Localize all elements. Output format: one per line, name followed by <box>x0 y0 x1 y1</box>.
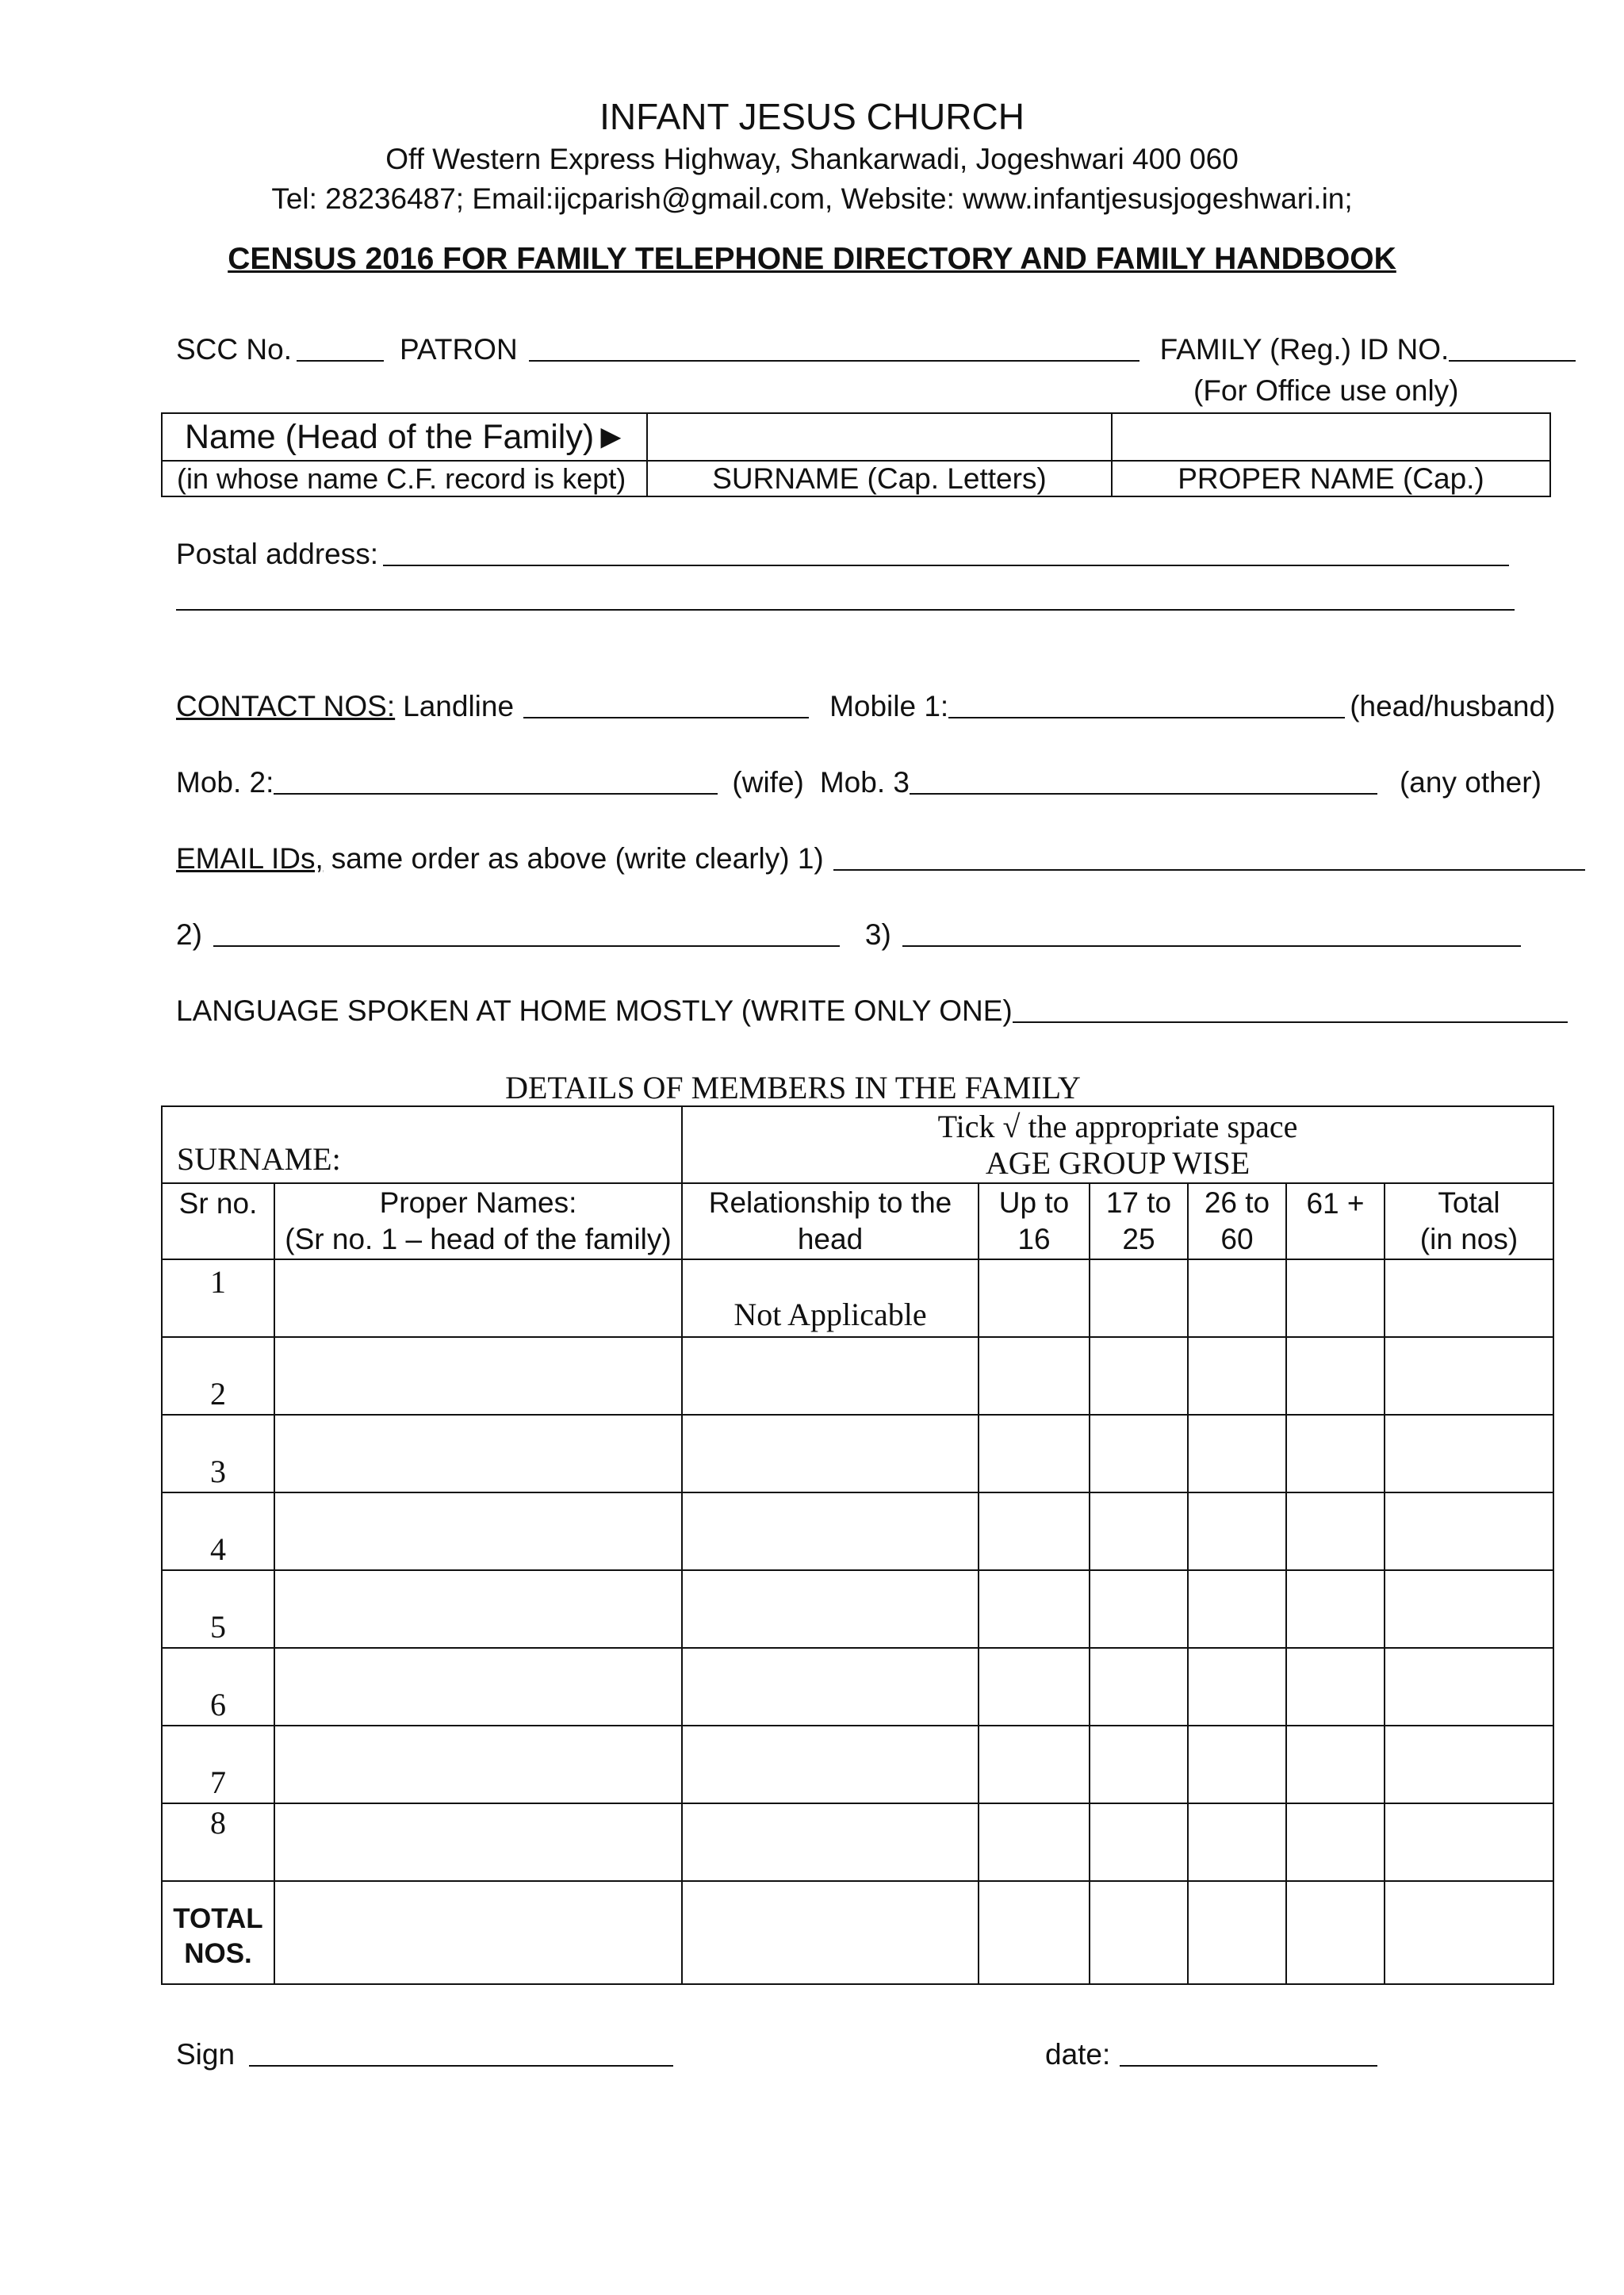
total-total-cell[interactable] <box>1385 1881 1553 1984</box>
mobile1-note: (head/husband) <box>1350 690 1556 722</box>
mob2-input[interactable] <box>274 793 718 795</box>
mobile1-label: Mobile 1: <box>829 690 949 722</box>
landline-label: Landline <box>403 690 515 722</box>
age-61-plus-cell[interactable] <box>1286 1492 1385 1570</box>
col-proper-names-line1: Proper Names: <box>379 1186 577 1219</box>
age-61-plus-cell[interactable] <box>1286 1803 1385 1881</box>
mobile1-input[interactable] <box>948 717 1345 718</box>
total-cell[interactable] <box>1385 1570 1553 1648</box>
col-age1-line1: Up to <box>998 1186 1070 1219</box>
age-17-25-cell[interactable] <box>1090 1492 1188 1570</box>
total-row <box>162 1881 1553 1984</box>
total-age-26-60-cell[interactable] <box>1188 1881 1286 1984</box>
age-61-plus-cell[interactable] <box>1286 1570 1385 1648</box>
mob2-label: Mob. 2: <box>176 766 274 799</box>
age-up-to-16-cell[interactable] <box>979 1648 1090 1726</box>
proper-name-cell[interactable] <box>274 1492 682 1570</box>
proper-name-cell[interactable] <box>274 1337 682 1415</box>
age-26-60-cell[interactable] <box>1188 1648 1286 1726</box>
total-age-17-25-cell[interactable] <box>1090 1881 1188 1984</box>
landline-input[interactable] <box>523 717 809 718</box>
head-name-label-cell <box>162 413 647 461</box>
proper-name-cell[interactable] <box>274 1259 682 1337</box>
col-age-17-25 <box>1090 1183 1188 1259</box>
col-total-line2: (in nos) <box>1419 1223 1519 1255</box>
col-relationship <box>682 1183 979 1259</box>
age-61-plus-cell[interactable] <box>1286 1337 1385 1415</box>
age-26-60-cell[interactable] <box>1188 1259 1286 1337</box>
sign-row <box>176 2038 678 2071</box>
total-cell[interactable] <box>1385 1803 1553 1881</box>
age-61-plus-cell[interactable] <box>1286 1726 1385 1803</box>
contact-row <box>176 690 1555 723</box>
col-proper-names-line2: (Sr no. 1 – head of the family) <box>285 1223 672 1255</box>
mobile-row <box>176 766 1542 799</box>
age-up-to-16-cell[interactable] <box>979 1259 1090 1337</box>
language-label: LANGUAGE SPOKEN AT HOME MOSTLY (WRITE ONLY ONE) <box>176 994 1013 1027</box>
email3-label: 3) <box>864 918 891 951</box>
church-contact: Tel: 28236487; Email:ijcparish@gmail.com, Website: www.infantjesusjogeshwari.in; <box>271 182 1353 215</box>
scc-row <box>176 333 1580 366</box>
col-age2-line2: 25 <box>1122 1223 1155 1255</box>
total-relationship-cell[interactable] <box>682 1881 979 1984</box>
row-number: 2 <box>162 1337 274 1415</box>
mob3-input[interactable] <box>910 793 1377 795</box>
email-note: same order as above (write clearly) 1) <box>331 842 824 875</box>
postal-input-1[interactable] <box>383 565 1509 566</box>
email-label: EMAIL IDs, <box>176 842 324 875</box>
surname-label: SURNAME (Cap. Letters) <box>647 461 1112 496</box>
postal-label: Postal address: <box>176 538 379 570</box>
total-cell[interactable] <box>1385 1492 1553 1570</box>
total-cell[interactable] <box>1385 1726 1553 1803</box>
church-address: Off Western Express Highway, Shankarwadi, Jogeshwari 400 060 <box>385 143 1239 175</box>
col-total-line1: Total <box>1438 1186 1500 1219</box>
head-note: (in whose name C.F. record is kept) <box>162 461 647 496</box>
surname-input[interactable] <box>647 413 1112 461</box>
office-note: (For Office use only) <box>1193 374 1459 407</box>
age-group-header <box>682 1106 1553 1183</box>
total-cell[interactable] <box>1385 1337 1553 1415</box>
table-row <box>162 1648 1553 1726</box>
church-name: INFANT JESUS CHURCH <box>599 96 1025 137</box>
age-26-60-cell[interactable] <box>1188 1415 1286 1492</box>
sign-input[interactable] <box>249 2065 673 2067</box>
col-relationship-line2: head <box>797 1223 864 1255</box>
relationship-cell[interactable] <box>682 1415 979 1492</box>
email2-label: 2) <box>176 918 202 951</box>
age-17-25-cell[interactable] <box>1090 1337 1188 1415</box>
proper-name-cell[interactable] <box>274 1648 682 1726</box>
row-number: 8 <box>162 1803 274 1881</box>
patron-label: PATRON <box>399 333 518 366</box>
members-table <box>161 1105 1554 1985</box>
email2-input[interactable] <box>213 945 840 947</box>
relationship-cell[interactable] <box>682 1570 979 1648</box>
family-id-input[interactable] <box>1449 360 1576 362</box>
row-number: 5 <box>162 1570 274 1648</box>
col-age2-line1: 17 to <box>1105 1186 1172 1219</box>
age-17-25-cell[interactable] <box>1090 1415 1188 1492</box>
total-nos-label <box>162 1881 274 1984</box>
arrow-icon: ► <box>594 417 628 456</box>
total-cell[interactable] <box>1385 1415 1553 1492</box>
contact-label: CONTACT NOS: <box>176 690 396 722</box>
members-title: DETAILS OF MEMBERS IN THE FAMILY <box>505 1070 1081 1105</box>
total-age-61-plus-cell[interactable] <box>1286 1881 1385 1984</box>
email-row <box>176 842 1590 875</box>
mob3-note: (any other) <box>1399 766 1542 799</box>
proper-name-cell[interactable] <box>274 1726 682 1803</box>
relationship-cell[interactable] <box>682 1492 979 1570</box>
mob3-label: Mob. 3 <box>819 766 910 799</box>
language-input[interactable] <box>1013 1021 1568 1023</box>
postal-row-2 <box>176 614 1519 615</box>
head-name-table <box>161 412 1551 497</box>
col-age-26-60 <box>1188 1183 1286 1259</box>
total-cell[interactable] <box>1385 1259 1553 1337</box>
age-group-label: AGE GROUP WISE <box>985 1144 1251 1181</box>
age-17-25-cell[interactable] <box>1090 1648 1188 1726</box>
age-61-plus-cell[interactable] <box>1286 1648 1385 1726</box>
age-26-60-cell[interactable] <box>1188 1726 1286 1803</box>
row-number: 7 <box>162 1726 274 1803</box>
col-age3-line1: 26 to <box>1204 1186 1270 1219</box>
table-row <box>162 1726 1553 1803</box>
email3-input[interactable] <box>902 945 1521 947</box>
relationship-cell[interactable] <box>682 1726 979 1803</box>
age-up-to-16-cell[interactable] <box>979 1570 1090 1648</box>
head-name-label: Name (Head of the Family) <box>185 417 595 456</box>
row-number: 3 <box>162 1415 274 1492</box>
age-17-25-cell[interactable] <box>1090 1803 1188 1881</box>
age-17-25-cell[interactable] <box>1090 1726 1188 1803</box>
date-row <box>1045 2038 1382 2071</box>
table-row <box>162 1415 1553 1492</box>
postal-row <box>176 538 1514 571</box>
language-row <box>176 994 1572 1028</box>
age-up-to-16-cell[interactable] <box>979 1726 1090 1803</box>
row-number: 6 <box>162 1648 274 1726</box>
total-proper-name-cell[interactable] <box>274 1881 682 1984</box>
col-relationship-line1: Relationship to the <box>708 1186 952 1219</box>
table-row <box>162 1492 1553 1570</box>
date-label: date: <box>1045 2038 1111 2071</box>
total-cell[interactable] <box>1385 1648 1553 1726</box>
proper-name-cell[interactable] <box>274 1570 682 1648</box>
postal-input-2[interactable] <box>176 609 1515 611</box>
row-number: 4 <box>162 1492 274 1570</box>
proper-name-cell[interactable] <box>274 1803 682 1881</box>
scc-input[interactable] <box>297 360 384 362</box>
col-total <box>1385 1183 1553 1259</box>
age-26-60-cell[interactable] <box>1188 1337 1286 1415</box>
relationship-cell[interactable] <box>682 1803 979 1881</box>
age-17-25-cell[interactable] <box>1090 1259 1188 1337</box>
total-age-up-to-16-cell[interactable] <box>979 1881 1090 1984</box>
col-age-up-to-16 <box>979 1183 1090 1259</box>
email-row-2 <box>176 918 1526 952</box>
col-age1-line2: 16 <box>1017 1223 1051 1255</box>
col-age3-line2: 60 <box>1220 1223 1254 1255</box>
tick-note: Tick √ the appropriate space <box>937 1108 1298 1144</box>
not-applicable-cell: Not Applicable <box>682 1259 979 1337</box>
age-up-to-16-cell[interactable] <box>979 1337 1090 1415</box>
patron-input[interactable] <box>529 360 1139 362</box>
table-row <box>162 1570 1553 1648</box>
age-26-60-cell[interactable] <box>1188 1803 1286 1881</box>
age-up-to-16-cell[interactable] <box>979 1415 1090 1492</box>
scc-label: SCC No. <box>176 333 292 366</box>
email1-input[interactable] <box>833 869 1585 871</box>
col-age-61-plus: 61 + <box>1286 1183 1385 1259</box>
table-row <box>162 1337 1553 1415</box>
age-up-to-16-cell[interactable] <box>979 1492 1090 1570</box>
proper-name-cell[interactable] <box>274 1415 682 1492</box>
age-17-25-cell[interactable] <box>1090 1570 1188 1648</box>
relationship-cell[interactable] <box>682 1337 979 1415</box>
family-id-label: FAMILY (Reg.) ID NO. <box>1159 333 1450 366</box>
proper-name-input[interactable] <box>1112 413 1550 461</box>
total-label-line1: TOTAL <box>173 1903 263 1934</box>
col-proper-names <box>274 1183 682 1259</box>
date-input[interactable] <box>1120 2065 1377 2067</box>
sign-label: Sign <box>176 2038 236 2071</box>
form-title: CENSUS 2016 FOR FAMILY TELEPHONE DIRECTORY AND FAMILY HANDBOOK <box>228 242 1396 276</box>
age-up-to-16-cell[interactable] <box>979 1803 1090 1881</box>
members-surname-label: SURNAME: <box>162 1106 682 1183</box>
row-number: 1 <box>162 1259 274 1337</box>
relationship-cell[interactable] <box>682 1648 979 1726</box>
age-26-60-cell[interactable] <box>1188 1570 1286 1648</box>
mob2-note: (wife) <box>732 766 804 799</box>
total-label-line2: NOS. <box>184 1938 252 1969</box>
proper-name-label: PROPER NAME (Cap.) <box>1112 461 1550 496</box>
table-row <box>162 1259 1553 1337</box>
age-61-plus-cell[interactable] <box>1286 1415 1385 1492</box>
table-row <box>162 1803 1553 1881</box>
age-26-60-cell[interactable] <box>1188 1492 1286 1570</box>
age-61-plus-cell[interactable] <box>1286 1259 1385 1337</box>
col-sr: Sr no. <box>162 1183 274 1259</box>
